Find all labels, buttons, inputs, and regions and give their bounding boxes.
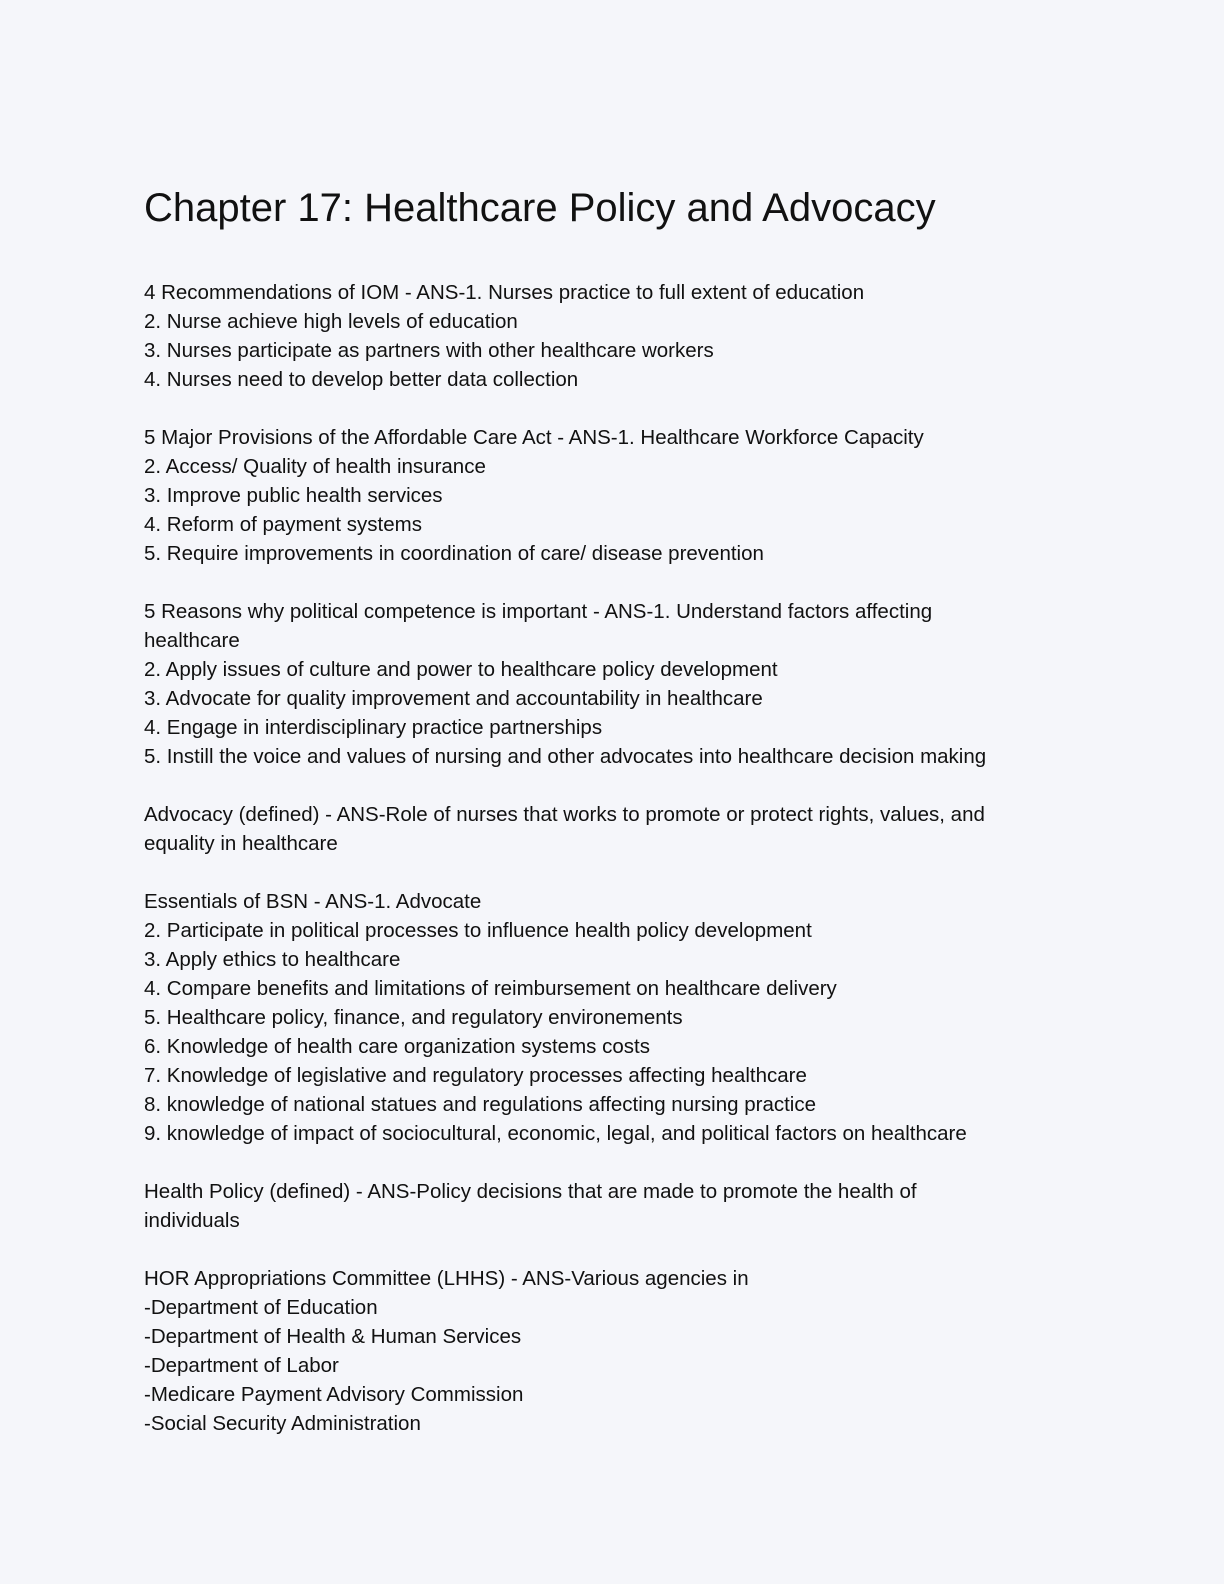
section-answer-line: 8. knowledge of national statues and regulations affecting nursing practice [144,1093,817,1116]
section-question-line: Advocacy (defined) - ANS-Role of nurses that works to promote or protect rights, values, and [144,803,985,826]
qa-section [144,1177,1064,1235]
section-answer-line: 4. Nurses need to develop better data collection [144,368,579,391]
document-body [144,278,1064,1438]
section-answer-line: -Department of Labor [144,1354,339,1377]
section-answer-line: 3. Improve public health services [144,484,443,507]
qa-section [144,1264,1064,1438]
section-answer-line: individuals [144,1209,240,1232]
section-answer-line: 9. knowledge of impact of sociocultural, economic, legal, and political factors on healthcare [144,1122,967,1145]
section-answer-line: -Social Security Administration [144,1412,421,1435]
qa-section [144,278,1064,394]
page-title: Chapter 17: Healthcare Policy and Advocacy [144,186,936,230]
section-answer-line: 5. Require improvements in coordination of care/ disease prevention [144,542,764,565]
section-question-line: 5 Reasons why political competence is important - ANS-1. Understand factors affecting [144,600,933,623]
section-question-line: 5 Major Provisions of the Affordable Care Act - ANS-1. Healthcare Workforce Capacity [144,426,924,449]
section-answer-line: 3. Nurses participate as partners with other healthcare workers [144,339,714,362]
section-answer-line: 4. Reform of payment systems [144,513,422,536]
section-answer-line: 4. Engage in interdisciplinary practice partnerships [144,716,603,739]
section-answer-line: 5. Instill the voice and values of nursing and other advocates into healthcare decision making [144,745,987,768]
section-answer-line: 2. Nurse achieve high levels of education [144,310,518,333]
qa-section [144,887,1064,1148]
section-answer-line: -Medicare Payment Advisory Commission [144,1383,524,1406]
section-question-line: HOR Appropriations Committee (LHHS) - ANS-Various agencies in [144,1267,749,1290]
section-answer-line: 4. Compare benefits and limitations of reimbursement on healthcare delivery [144,977,837,1000]
qa-section [144,423,1064,568]
section-question-line: 4 Recommendations of IOM - ANS-1. Nurses practice to full extent of education [144,281,865,304]
section-answer-line: -Department of Health & Human Services [144,1325,522,1348]
section-answer-line: 5. Healthcare policy, finance, and regulatory environements [144,1006,683,1029]
section-answer-line: 6. Knowledge of health care organization systems costs [144,1035,650,1058]
section-question-line: Health Policy (defined) - ANS-Policy decisions that are made to promote the health of [144,1180,917,1203]
section-question-line: Essentials of BSN - ANS-1. Advocate [144,890,482,913]
section-answer-line: 3. Apply ethics to healthcare [144,948,401,971]
document-page [144,180,1064,1467]
section-answer-line: 2. Access/ Quality of health insurance [144,455,486,478]
section-answer-line: equality in healthcare [144,832,338,855]
qa-section [144,800,1064,858]
section-answer-line: 2. Apply issues of culture and power to healthcare policy development [144,658,778,681]
qa-section [144,597,1064,771]
section-answer-line: 7. Knowledge of legislative and regulatory processes affecting healthcare [144,1064,807,1087]
section-answer-line: healthcare [144,629,240,652]
section-answer-line: 3. Advocate for quality improvement and accountability in healthcare [144,687,763,710]
section-answer-line: 2. Participate in political processes to influence health policy development [144,919,812,942]
section-answer-line: -Department of Education [144,1296,378,1319]
